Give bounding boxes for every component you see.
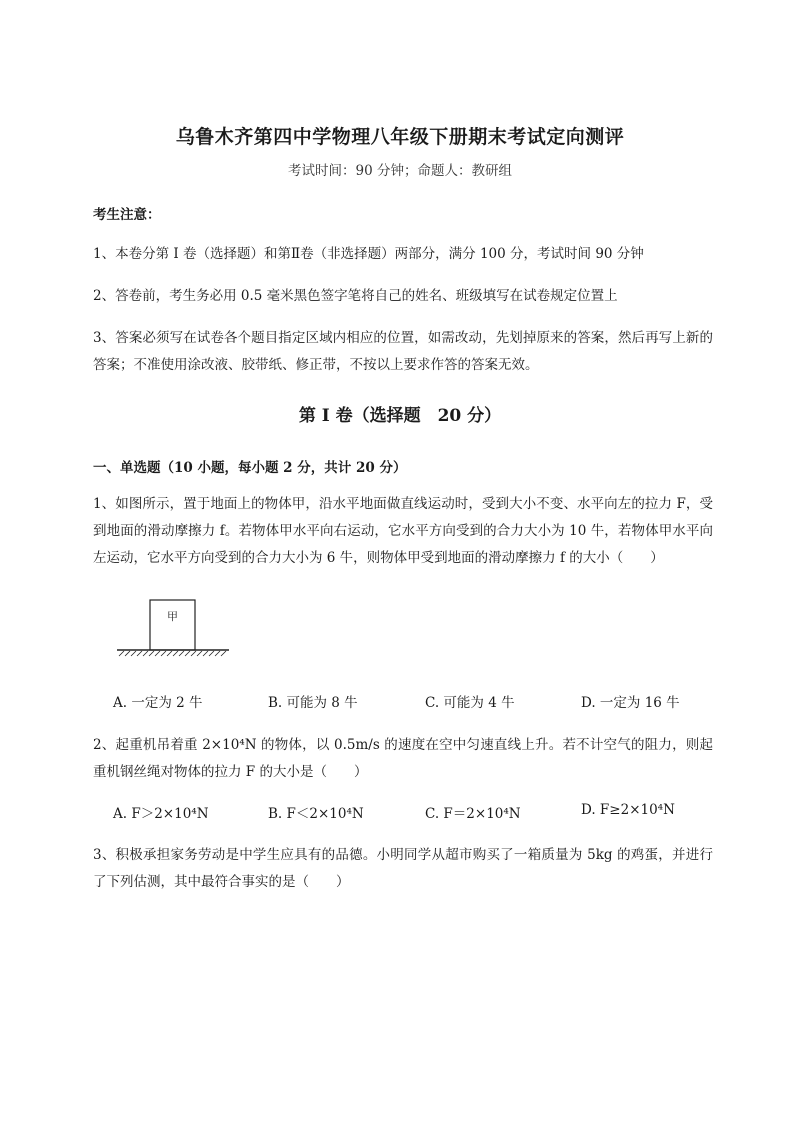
q1-option-c[interactable]: C. 可能为 4 牛 [425, 695, 515, 711]
question-2-stem: 2、起重机吊着重 2×10⁴N 的物体，以 0.5m/s 的速度在空中匀速直线上升。若不计空气的阻力，则起重机钢丝绳对物体的拉力 F 的大小是（ ） [93, 737, 713, 780]
question-1-stem: 1、如图所示，置于地面上的物体甲，沿水平地面做直线运动时，受到大小不变、水平向左的拉力 F，受到地面的滑动摩擦力 f。若物体甲水平向右运动，它水平方向受到的合力大小为 10 牛，若物体甲水平向左运动，它水平方向受到的合力大小为 6 牛，则物体甲受到地面的滑动摩擦力 f 的大小（ ） [93, 496, 713, 566]
q2-option-b[interactable]: B. F＜2×10⁴N [268, 806, 364, 822]
question-1-figure [115, 598, 231, 660]
exam-subtitle: 考试时间：90 分钟；命题人：教研组 [288, 163, 512, 179]
q1-option-a[interactable]: A. 一定为 2 牛 [113, 695, 203, 711]
note-item-3: 3、答案必须写在试卷各个题目指定区域内相应的位置，如需改动，先划掉原来的答案，然后再写上新的答案；不准使用涂改液、胶带纸、修正带，不按以上要求作答的答案无效。 [93, 330, 713, 373]
exam-title: 乌鲁木齐第四中学物理八年级下册期末考试定向测评 [175, 126, 625, 148]
question-3-stem: 3、积极承担家务劳动是中学生应具有的品德。小明同学从超市购买了一箱质量为 5kg 的鸡蛋，并进行了下列估测，其中最符合事实的是（ ） [93, 847, 713, 890]
note-item-2: 2、答卷前，考生务必用 0.5 毫米黑色签字笔将自己的姓名、班级填写在试卷规定位置上 [93, 288, 618, 304]
question-1-options [113, 691, 713, 711]
block-jia [150, 600, 195, 650]
block-label: 甲 [167, 610, 178, 623]
notes-heading: 考生注意： [93, 207, 161, 223]
part-heading: 一、单选题（10 小题，每小题 2 分，共计 20 分） [93, 460, 407, 476]
q1-option-d[interactable]: D. 一定为 16 牛 [581, 695, 680, 711]
question-2-options [113, 802, 713, 822]
q2-option-a[interactable]: A. F＞2×10⁴N [113, 806, 209, 822]
section-title: 第 I 卷（选择题 20 分） [298, 406, 502, 426]
ground-hatching [119, 651, 226, 656]
q2-option-c[interactable]: C. F＝2×10⁴N [425, 806, 521, 822]
q2-option-d[interactable]: D. F≥2×10⁴N [581, 802, 675, 818]
note-item-1: 1、本卷分第 I 卷（选择题）和第Ⅱ卷（非选择题）两部分，满分 100 分，考试时间 90 分钟 [93, 246, 644, 262]
q1-option-b[interactable]: B. 可能为 8 牛 [268, 695, 358, 711]
